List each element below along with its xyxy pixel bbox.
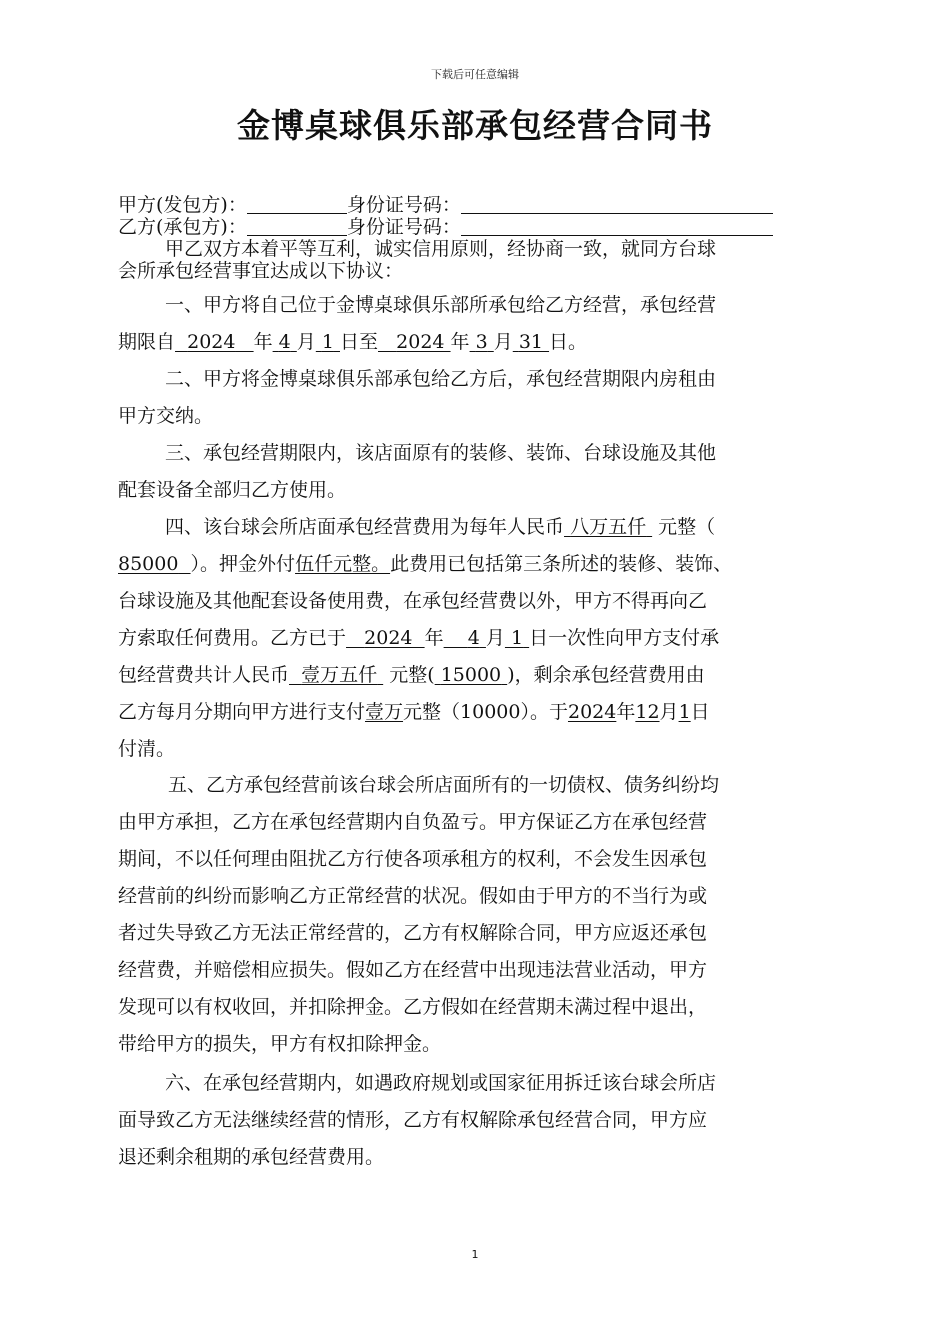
clause5-text: 期间，不以任何理由阻扰乙方行使各项承租方的权利，不会发生因承包 [118, 848, 708, 870]
clause5-line [118, 1026, 838, 1063]
clause4-line6 [118, 694, 838, 731]
clauses-block [118, 287, 838, 768]
paid-month: 4 [467, 627, 480, 649]
clause4-l5-prefix: 包经营费共计人民币 [118, 664, 290, 686]
clause2-text-2: 甲方交纳。 [118, 405, 214, 427]
clause4-line1 [118, 509, 838, 546]
clause6-line [118, 1139, 838, 1176]
clause4-l4-suffix: 日一次性向甲方支付承 [529, 627, 720, 649]
clause5-text: 带给甲方的损失，甲方有权扣除押金。 [118, 1033, 442, 1055]
party-b-id-label: 身份证号码： [346, 216, 461, 238]
party-a-id-label: 身份证号码： [346, 194, 461, 216]
clause5-line [118, 952, 838, 989]
clause4-text-3: 台球设施及其他配套设备使用费，在承包经营费以外，甲方不得再向乙 [118, 590, 708, 612]
clause4-text-7: 付清。 [118, 738, 176, 760]
day-to: 日至 [340, 331, 379, 353]
parties-block [118, 194, 838, 282]
paid-year: 2024 [364, 627, 413, 649]
clause4-l2-mid: ）。押金外付 [190, 553, 296, 575]
clause4-line5 [118, 657, 838, 694]
month-word-3: 月 [485, 627, 505, 649]
clause4-l6-prefix: 乙方每月分期向甲方进行支付 [118, 701, 366, 723]
clause4-line3 [118, 583, 838, 620]
clause3-line1 [118, 435, 838, 472]
clause5-text: 由甲方承担，乙方在承包经营期内自负盈亏。甲方保证乙方在承包经营 [118, 811, 708, 833]
year-word: 年 [253, 331, 273, 353]
clause5-text: 者过失导致乙方无法正常经营的，乙方有权解除合同，甲方应返还承包 [118, 922, 708, 944]
clause1-line1 [118, 287, 838, 324]
clause1-text-1: 一、甲方将自己位于金博桌球俱乐部所承包给乙方经营，承包经营 [165, 294, 717, 316]
clause4-l5-suffix: )，剩余承包经营费用由 [507, 664, 705, 686]
document-title: 金博桌球俱乐部承包经营合同书 [237, 106, 713, 145]
clause5-text: 经营前的纠纷而影响乙方正常经营的状况。假如由于甲方的不当行为或 [118, 885, 708, 907]
end-month: 3 [475, 331, 488, 353]
clause1-line2 [118, 324, 838, 361]
clause4-line7 [118, 731, 838, 768]
paid-day: 1 [510, 627, 524, 649]
settle-day: 1 [678, 701, 691, 723]
year-word-2: 年 [450, 331, 470, 353]
day-word: 日 [690, 701, 710, 723]
clause6-text: 退还剩余租期的承包经营费用。 [118, 1146, 385, 1168]
paid-amount-number: 15000 [440, 664, 502, 686]
party-a-id-blank[interactable] [461, 195, 773, 214]
clause5-text: 发现可以有权收回，并扣除押金。乙方假如在经营期未满过程中退出， [118, 996, 708, 1018]
annual-fee-words: 八万五仟 [570, 516, 647, 538]
party-b-line [118, 216, 838, 238]
clause4-l1-suffix: 元整（ [658, 516, 716, 538]
clause5-line [118, 878, 838, 915]
clause1-prefix: 期限自 [118, 331, 176, 353]
year-word-4: 年 [616, 701, 636, 723]
clause6-text: 面导致乙方无法继续经营的情形，乙方有权解除承包经营合同，甲方应 [118, 1109, 708, 1131]
clause4-line4 [118, 620, 838, 657]
end-year: 2024 [396, 331, 445, 353]
clause2-text-1: 二、甲方将金博桌球俱乐部承包给乙方后，承包经营期限内房租由 [165, 368, 717, 390]
clause5-text: 五、乙方承包经营前该台球会所店面所有的一切债权、债务纠纷均 [168, 774, 720, 796]
intro-line-1 [118, 238, 838, 260]
paid-amount-words: 壹万五仟 [301, 664, 378, 686]
settle-year: 2024 [567, 701, 617, 723]
year-word-3: 年 [424, 627, 444, 649]
clause5-line [118, 767, 838, 804]
clause4-l6-mid: 元整（10000）。于 [403, 701, 568, 723]
clause6-text: 六、在承包经营期内，如遇政府规划或国家征用拆迁该台球会所店 [165, 1072, 717, 1094]
start-month: 4 [278, 331, 291, 353]
clause6-line [118, 1065, 838, 1102]
settle-month: 12 [635, 701, 660, 723]
party-a-name-blank[interactable] [247, 195, 347, 214]
clause4-l4-prefix: 方索取任何费用。乙方已于 [118, 627, 347, 649]
clause4-l5-mid: 元整( [389, 664, 435, 686]
clause6-block [118, 1065, 838, 1176]
start-day: 1 [321, 331, 334, 353]
end-day: 31 [518, 331, 543, 353]
clause3-text-2: 配套设备全部归乙方使用。 [118, 479, 347, 501]
clause2-line1 [118, 361, 838, 398]
header-note: 下载后可任意编辑 [431, 68, 519, 81]
clause6-line [118, 1102, 838, 1139]
clause4-line2 [118, 546, 838, 583]
clause4-l2-suffix: 此费用已包括第三条所述的装修、装饰、 [390, 553, 733, 575]
page-number: 1 [471, 1248, 479, 1261]
month-word-2: 月 [493, 331, 513, 353]
party-b-id-blank[interactable] [461, 217, 773, 236]
clause5-line [118, 841, 838, 878]
clause5-text: 经营费，并赔偿相应损失。假如乙方在经营中出现违法营业活动，甲方 [118, 959, 708, 981]
clause5-line [118, 804, 838, 841]
intro-text-1: 甲乙双方本着平等互利，诚实信用原则，经协商一致，就同方台球 [165, 238, 717, 260]
annual-fee-number: 85000 [118, 553, 179, 575]
start-year: 2024 [187, 331, 236, 353]
clause2-line2 [118, 398, 838, 435]
monthly-words: 壹万 [365, 701, 404, 723]
month-word: 月 [296, 331, 316, 353]
intro-text-2: 会所承包经营事宜达成以下协议： [118, 260, 404, 282]
clause5-block [118, 767, 838, 1063]
party-b-name-blank[interactable] [247, 217, 347, 236]
deposit-amount: 伍仟元整。 [295, 553, 391, 575]
intro-line-2 [118, 260, 838, 282]
clause4-prefix: 四、该台球会所店面承包经营费用为每年人民币 [165, 516, 565, 538]
clause5-line [118, 989, 838, 1026]
party-a-label: 甲方(发包方)： [118, 194, 247, 216]
party-b-label: 乙方(承包方)： [118, 216, 247, 238]
party-a-line [118, 194, 838, 216]
clause1-suffix: 日。 [549, 331, 588, 353]
month-word-4: 月 [659, 701, 679, 723]
clause5-line [118, 915, 838, 952]
clause3-line2 [118, 472, 838, 509]
clause3-text-1: 三、承包经营期限内，该店面原有的装修、装饰、台球设施及其他 [165, 442, 717, 464]
